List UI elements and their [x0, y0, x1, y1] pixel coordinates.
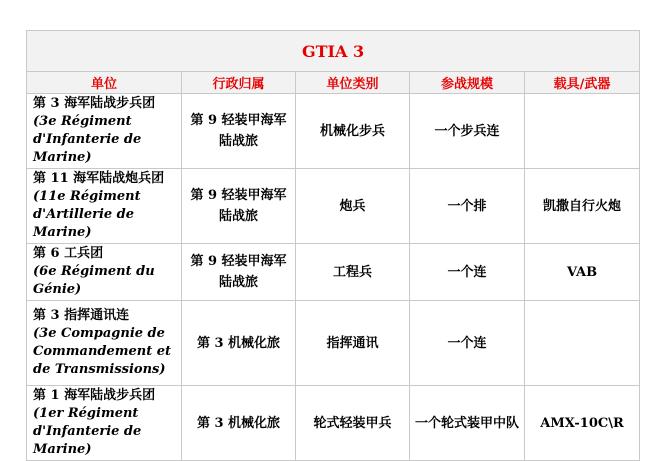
unit-cell	[27, 244, 182, 301]
unit-name-cn: 第 1 海军陆战步兵团	[33, 388, 156, 403]
scale-cell: 一个排	[410, 169, 525, 244]
header-unit: 单位	[27, 72, 182, 94]
scale-cell: 一个连	[410, 301, 525, 386]
equipment-cell: 凯撒自行火炮	[525, 169, 640, 244]
equipment-cell: VAB	[525, 244, 640, 301]
unit-name-fr: (1er Régiment d'Infanterie de Marine)	[33, 406, 142, 457]
header-equipment: 载具/武器	[525, 72, 640, 94]
admin-cell: 第 9 轻装甲海军陆战旅	[182, 94, 296, 169]
scale-cell: 一个步兵连	[410, 94, 525, 169]
header-admin: 行政归属	[182, 72, 296, 94]
table-row	[27, 301, 640, 386]
category-cell: 工程兵	[296, 244, 410, 301]
header-row	[27, 72, 640, 94]
table-row	[27, 244, 640, 301]
table-title: GTIA 3	[27, 31, 640, 72]
category-cell: 轮式轻装甲兵	[296, 386, 410, 461]
equipment-cell: AMX-10C\R	[525, 386, 640, 461]
unit-name-cn: 第 11 海军陆战炮兵团	[33, 171, 165, 186]
table-row	[27, 94, 640, 169]
unit-name-cn: 第 6 工兵团	[33, 246, 104, 261]
header-category: 单位类别	[296, 72, 410, 94]
admin-cell: 第 3 机械化旅	[182, 301, 296, 386]
category-cell: 机械化步兵	[296, 94, 410, 169]
table-row	[27, 386, 640, 461]
unit-name-cn: 第 3 指挥通讯连	[33, 308, 130, 323]
table-row	[27, 169, 640, 244]
category-cell: 炮兵	[296, 169, 410, 244]
unit-name-fr: (11e Régiment d'Artillerie de Marine)	[33, 189, 141, 240]
unit-cell	[27, 169, 182, 244]
equipment-cell	[525, 301, 640, 386]
header-scale: 参战规模	[410, 72, 525, 94]
scale-cell: 一个连	[410, 244, 525, 301]
scale-cell: 一个轮式装甲中队	[410, 386, 525, 461]
equipment-cell	[525, 94, 640, 169]
unit-cell	[27, 301, 182, 386]
unit-name-cn: 第 3 海军陆战步兵团	[33, 96, 156, 111]
admin-cell: 第 9 轻装甲海军陆战旅	[182, 169, 296, 244]
category-cell: 指挥通讯	[296, 301, 410, 386]
title-row	[27, 31, 640, 72]
unit-cell	[27, 386, 182, 461]
admin-cell: 第 3 机械化旅	[182, 386, 296, 461]
unit-name-fr: (6e Régiment du Génie)	[33, 264, 155, 297]
gtia-table	[26, 30, 640, 461]
admin-cell: 第 9 轻装甲海军陆战旅	[182, 244, 296, 301]
unit-name-fr: (3e Compagnie de Commandement et de Transmissions)	[33, 326, 172, 377]
unit-name-fr: (3e Régiment d'Infanterie de Marine)	[33, 114, 142, 165]
unit-cell	[27, 94, 182, 169]
